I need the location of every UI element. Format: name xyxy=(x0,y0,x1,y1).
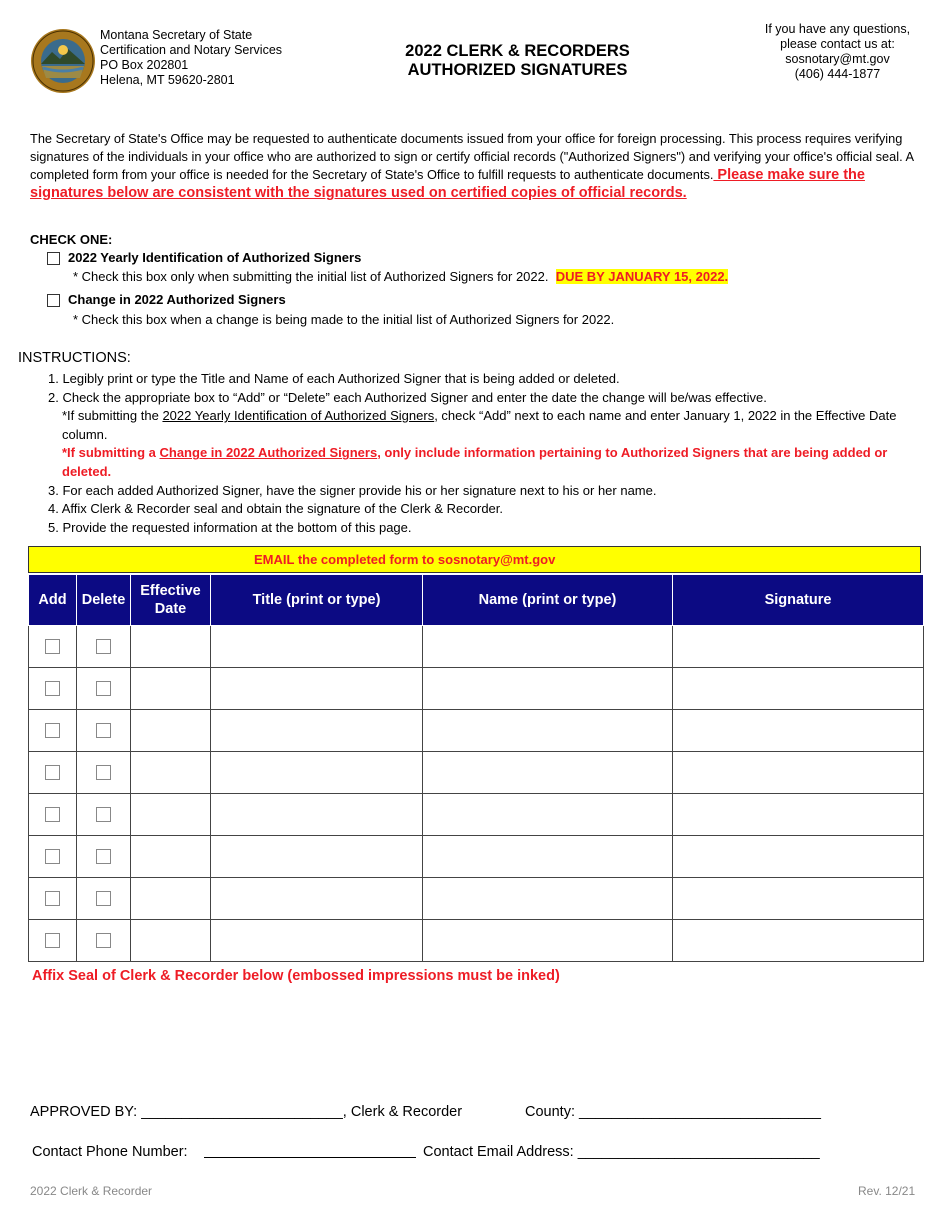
delete-checkbox[interactable] xyxy=(96,849,111,864)
office-division: Certification and Notary Services xyxy=(100,43,283,57)
check-one-heading: CHECK ONE: xyxy=(30,232,113,247)
name-cell[interactable] xyxy=(423,752,673,794)
title-cell[interactable] xyxy=(211,668,423,710)
add-cell xyxy=(29,626,77,668)
delete-checkbox[interactable] xyxy=(96,681,111,696)
add-cell xyxy=(29,794,77,836)
footer-left: 2022 Clerk & Recorder xyxy=(30,1184,153,1198)
add-checkbox[interactable] xyxy=(45,807,60,822)
table-row xyxy=(29,794,924,836)
contact-email[interactable]: sosnotary@mt.gov xyxy=(785,52,890,66)
instruction-step-4: 4. Affix Clerk & Recorder seal and obtain the signature of the Clerk & Recorder. xyxy=(48,501,503,517)
add-checkbox[interactable] xyxy=(45,765,60,780)
table-row xyxy=(29,752,924,794)
signature-cell[interactable] xyxy=(673,794,924,836)
form-title-line1: 2022 CLERK & RECORDERS xyxy=(405,42,630,60)
step2b-link: Change in 2022 Authorized Signers xyxy=(159,445,378,461)
table-row xyxy=(29,668,924,710)
change-signers-checkbox[interactable] xyxy=(47,294,60,307)
effective-date-cell[interactable] xyxy=(131,878,211,920)
add-cell xyxy=(29,878,77,920)
approved-by-line[interactable]: APPROVED BY: _________________________, Clerk & Recorder xyxy=(30,1104,463,1120)
county-line[interactable]: County: ______________________________ xyxy=(525,1104,821,1120)
contact-phone-label: Contact Phone Number: xyxy=(32,1144,188,1160)
add-checkbox[interactable] xyxy=(45,933,60,948)
effective-date-cell[interactable] xyxy=(131,710,211,752)
col-header-name: Name (print or type) xyxy=(423,575,673,626)
email-banner xyxy=(28,546,921,573)
add-cell xyxy=(29,752,77,794)
form-title xyxy=(370,42,665,80)
add-cell xyxy=(29,668,77,710)
name-cell[interactable] xyxy=(423,836,673,878)
footer-revision: Rev. 12/21 xyxy=(858,1184,916,1198)
delete-cell xyxy=(77,710,131,752)
col-header-add: Add xyxy=(29,575,77,626)
affix-seal-note: Affix Seal of Clerk & Recorder below (embossed impressions must be inked) xyxy=(32,968,560,984)
intro-paragraph xyxy=(30,130,925,202)
change-signers-note: * Check this box when a change is being made to the initial list of Authorized Signers for 2022. xyxy=(73,312,615,327)
instruction-step-3: 3. For each added Authorized Signer, have the signer provide his or her signature next to his or her name. xyxy=(48,482,657,498)
signature-cell[interactable] xyxy=(673,668,924,710)
delete-checkbox[interactable] xyxy=(96,723,111,738)
effective-date-cell[interactable] xyxy=(131,668,211,710)
delete-checkbox[interactable] xyxy=(96,891,111,906)
add-cell xyxy=(29,836,77,878)
step2b-post: , only include information pertaining to Authorized Signers that are being added or deleted. xyxy=(62,445,888,479)
instruction-step-5: 5. Provide the requested information at the bottom of this page. xyxy=(48,519,412,535)
col-header-delete: Delete xyxy=(77,575,131,626)
add-cell xyxy=(29,710,77,752)
step2a-pre: *If submitting the xyxy=(62,408,163,424)
table-row xyxy=(29,920,924,962)
delete-cell xyxy=(77,920,131,962)
yearly-identification-checkbox[interactable] xyxy=(47,252,60,265)
signer-rows xyxy=(29,626,924,962)
table-row xyxy=(29,836,924,878)
state-seal-logo xyxy=(30,28,96,94)
title-cell[interactable] xyxy=(211,794,423,836)
instruction-step-2-change xyxy=(48,444,908,481)
table-row xyxy=(29,626,924,668)
yearly-identification-note-text: * Check this box only when submitting the initial list of Authorized Signers for 2022. xyxy=(73,269,549,284)
effective-date-cell[interactable] xyxy=(131,920,211,962)
intro-emphasis: Please make sure the signatures below are consistent with the signatures used on certified copies of official records. xyxy=(30,167,865,201)
col-header-signature: Signature xyxy=(673,575,924,626)
effective-date-cell[interactable] xyxy=(131,752,211,794)
form-title-line2: AUTHORIZED SIGNATURES xyxy=(407,61,628,79)
delete-cell xyxy=(77,836,131,878)
office-name: Montana Secretary of State xyxy=(100,28,253,42)
effective-date-cell[interactable] xyxy=(131,794,211,836)
title-cell[interactable] xyxy=(211,626,423,668)
delete-cell xyxy=(77,668,131,710)
delete-checkbox[interactable] xyxy=(96,639,111,654)
title-cell[interactable] xyxy=(211,752,423,794)
contact-phone: (406) 444-1877 xyxy=(794,67,881,81)
intro-text: The Secretary of State's Office may be requested to authenticate documents issued from your office for foreign processing. This process requires verifying signatures of the individuals in your office who are authorized to sign or certify official records ("Authorized Signers") and verifying your office's official seal. A completed form from your office is needed for the Secretary of State's Office to fulfill requests to authenticate documents. xyxy=(30,131,914,182)
name-cell[interactable] xyxy=(423,794,673,836)
contact-line1: If you have any questions, xyxy=(764,22,911,36)
delete-cell xyxy=(77,878,131,920)
office-address xyxy=(100,28,282,88)
effective-date-cell[interactable] xyxy=(131,626,211,668)
delete-checkbox[interactable] xyxy=(96,933,111,948)
signature-cell[interactable] xyxy=(673,920,924,962)
name-cell[interactable] xyxy=(423,668,673,710)
name-cell[interactable] xyxy=(423,710,673,752)
contact-line2: please contact us at: xyxy=(780,37,895,51)
step2b-pre: *If submitting a xyxy=(62,445,160,461)
signature-cell[interactable] xyxy=(673,626,924,668)
col-header-effective-line2: Date xyxy=(154,601,187,617)
add-checkbox[interactable] xyxy=(45,681,60,696)
add-checkbox[interactable] xyxy=(45,639,60,654)
signature-cell[interactable] xyxy=(673,710,924,752)
due-date-badge: DUE BY JANUARY 15, 2022. xyxy=(555,269,729,284)
signers-table xyxy=(28,574,924,962)
step2a-link: 2022 Yearly Identification of Authorized Signers xyxy=(162,408,435,424)
name-cell[interactable] xyxy=(423,626,673,668)
yearly-identification-note xyxy=(73,269,728,284)
title-cell[interactable] xyxy=(211,878,423,920)
delete-checkbox[interactable] xyxy=(96,807,111,822)
table-row xyxy=(29,878,924,920)
title-cell[interactable] xyxy=(211,836,423,878)
add-cell xyxy=(29,920,77,962)
instruction-step-2-yearly xyxy=(48,407,908,444)
col-header-effective-line1: Effective xyxy=(140,583,201,599)
add-checkbox[interactable] xyxy=(45,891,60,906)
delete-cell xyxy=(77,626,131,668)
col-header-title: Title (print or type) xyxy=(211,575,423,626)
add-checkbox[interactable] xyxy=(45,849,60,864)
instructions-heading: INSTRUCTIONS: xyxy=(18,350,131,366)
yearly-identification-label: 2022 Yearly Identification of Authorized Signers xyxy=(68,250,362,265)
signature-cell[interactable] xyxy=(673,752,924,794)
delete-checkbox[interactable] xyxy=(96,765,111,780)
contact-email-line[interactable]: Contact Email Address: ______________________________ xyxy=(423,1144,820,1160)
contact-info xyxy=(750,22,925,82)
table-header-row xyxy=(29,575,924,626)
office-po-box: PO Box 202801 xyxy=(100,58,189,72)
instruction-step-2: 2. Check the appropriate box to “Add” or “Delete” each Authorized Signer and enter the date the change will be/was effective. xyxy=(48,389,767,405)
instruction-step-1: 1. Legibly print or type the Title and Name of each Authorized Signer that is being added or deleted. xyxy=(48,371,620,386)
delete-cell xyxy=(77,752,131,794)
step2a-post: , check “Add” next to each name and enter January 1, 2022 in the Effective Date column. xyxy=(62,408,897,442)
effective-date-cell[interactable] xyxy=(131,836,211,878)
name-cell[interactable] xyxy=(423,920,673,962)
name-cell[interactable] xyxy=(423,878,673,920)
contact-phone-field[interactable] xyxy=(204,1157,416,1158)
title-cell[interactable] xyxy=(211,710,423,752)
table-row xyxy=(29,710,924,752)
title-cell[interactable] xyxy=(211,920,423,962)
change-signers-label: Change in 2022 Authorized Signers xyxy=(68,292,286,307)
col-header-effective-date xyxy=(131,575,211,626)
instructions-list xyxy=(48,370,908,537)
add-checkbox[interactable] xyxy=(45,723,60,738)
office-city: Helena, MT 59620-2801 xyxy=(100,73,235,87)
signature-cell[interactable] xyxy=(673,836,924,878)
signature-cell[interactable] xyxy=(673,878,924,920)
email-banner-text: EMAIL the completed form to sosnotary@mt.gov xyxy=(254,552,556,567)
delete-cell xyxy=(77,794,131,836)
